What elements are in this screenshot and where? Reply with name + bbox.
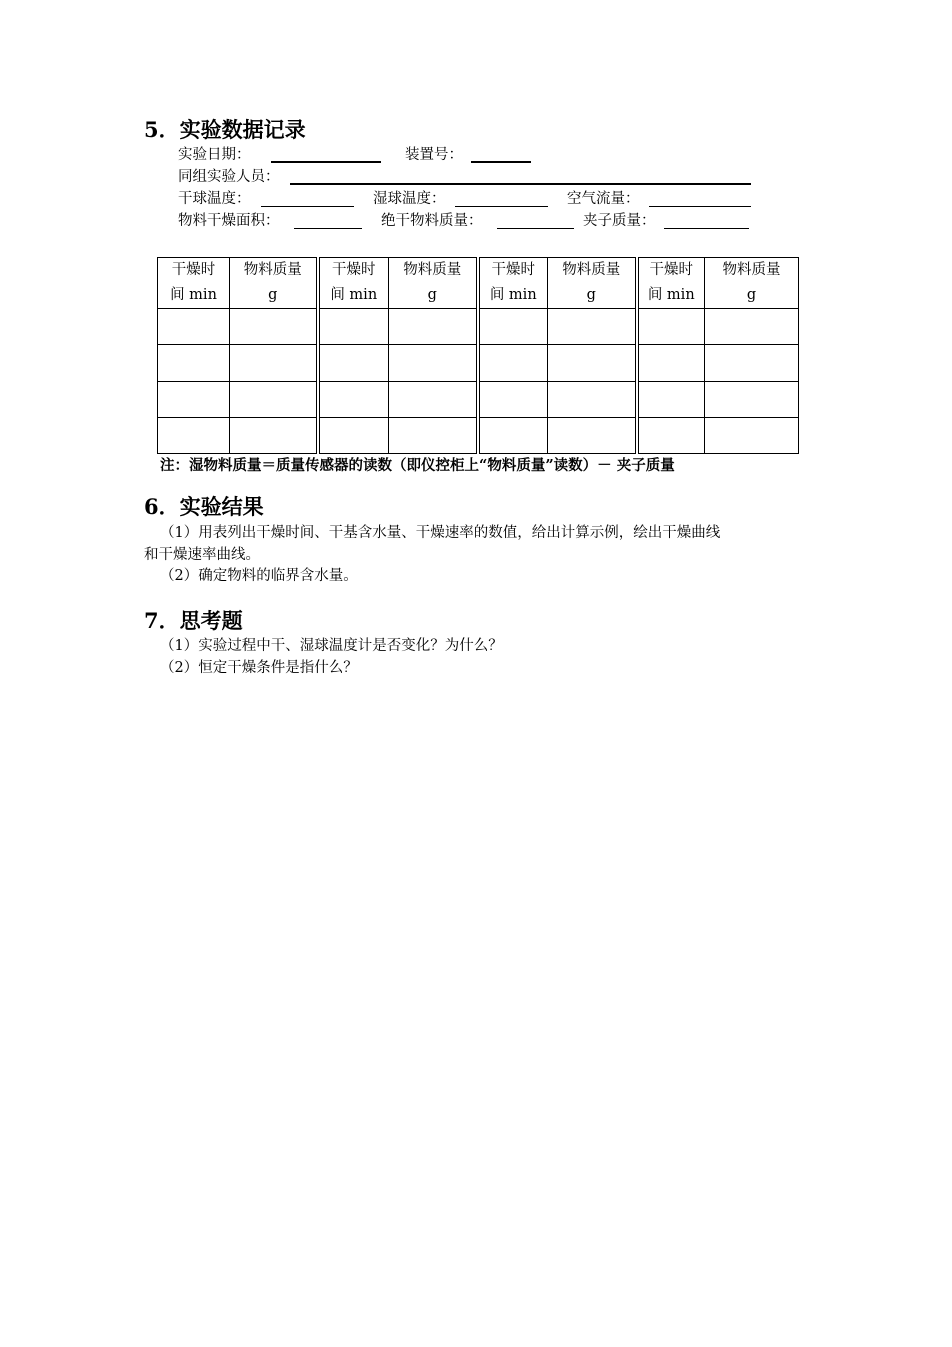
air-flow-field[interactable] (649, 206, 751, 207)
table-row (158, 345, 799, 381)
table-cell[interactable] (478, 381, 548, 417)
table-cell[interactable] (318, 309, 389, 345)
section-7-heading: 7．思考题 (144, 608, 243, 633)
table-cell[interactable] (389, 381, 478, 417)
header-time: 干燥时 间 min (158, 258, 230, 309)
table-cell[interactable] (548, 381, 637, 417)
clip-mass-field[interactable] (664, 228, 749, 229)
table-cell[interactable] (318, 345, 389, 381)
table-cell[interactable] (705, 345, 799, 381)
table-cell[interactable] (705, 417, 799, 453)
header-mass: 物料质量 g (705, 258, 799, 309)
question-2: （2）恒定干燥条件是指什么？ (160, 660, 358, 676)
header-time: 干燥时 间 min (637, 258, 705, 309)
table-cell[interactable] (548, 345, 637, 381)
date-label: 实验日期： (178, 147, 251, 163)
header-time: 干燥时 间 min (478, 258, 548, 309)
table-cell[interactable] (705, 309, 799, 345)
section-6-heading: 6．实验结果 (144, 494, 264, 519)
header-mass: 物料质量 g (548, 258, 637, 309)
dry-mass-field[interactable] (497, 228, 574, 229)
wet-bulb-label: 湿球温度： (373, 191, 446, 207)
table-cell[interactable] (637, 309, 705, 345)
data-record-table (157, 257, 799, 454)
header-mass: 物料质量 g (230, 258, 318, 309)
dry-bulb-label: 干球温度： (178, 191, 251, 207)
date-field[interactable] (271, 161, 381, 163)
table-cell[interactable] (637, 381, 705, 417)
table-note: 注：湿物料质量＝质量传感器的读数（即仪控柜上“物料质量”读数）－ 夹子质量 (160, 457, 675, 474)
table-cell[interactable] (389, 345, 478, 381)
table-cell[interactable] (230, 345, 318, 381)
table-cell[interactable] (478, 417, 548, 453)
table-cell[interactable] (230, 309, 318, 345)
section-5-heading: 5．实验数据记录 (144, 117, 306, 142)
result-item-1-line-1: （1）用表列出干燥时间、干基含水量、干燥速率的数值，给出计算示例，绘出干燥曲线 (160, 525, 721, 541)
table-row (158, 309, 799, 345)
table-row (158, 381, 799, 417)
table-cell[interactable] (478, 309, 548, 345)
table-cell[interactable] (230, 417, 318, 453)
device-field[interactable] (471, 161, 531, 163)
table-cell[interactable] (389, 417, 478, 453)
table-cell[interactable] (158, 381, 230, 417)
table-cell[interactable] (230, 381, 318, 417)
header-time: 干燥时 间 min (318, 258, 389, 309)
table-cell[interactable] (389, 309, 478, 345)
table-cell[interactable] (548, 417, 637, 453)
result-item-2: （2）确定物料的临界含水量。 (160, 568, 358, 584)
table-header-row (158, 258, 799, 309)
members-label: 同组实验人员： (178, 169, 280, 185)
area-field[interactable] (294, 228, 362, 229)
dry-mass-label: 绝干物料质量： (381, 213, 483, 229)
table-cell[interactable] (158, 309, 230, 345)
area-label: 物料干燥面积： (178, 213, 280, 229)
table-cell[interactable] (158, 345, 230, 381)
device-label: 装置号： (405, 147, 463, 163)
header-mass: 物料质量 g (389, 258, 478, 309)
members-field[interactable] (290, 183, 751, 185)
dry-bulb-field[interactable] (261, 206, 354, 207)
table-cell[interactable] (158, 417, 230, 453)
table-cell[interactable] (548, 309, 637, 345)
wet-bulb-field[interactable] (455, 206, 548, 207)
clip-mass-label: 夹子质量： (583, 213, 656, 229)
table-row (158, 417, 799, 453)
table-cell[interactable] (637, 345, 705, 381)
table-cell[interactable] (478, 345, 548, 381)
table-cell[interactable] (318, 381, 389, 417)
result-item-1-line-2: 和干燥速率曲线。 (144, 547, 260, 563)
table-cell[interactable] (637, 417, 705, 453)
question-1: （1）实验过程中干、湿球温度计是否变化？为什么？ (160, 638, 503, 654)
table-cell[interactable] (318, 417, 389, 453)
table-cell[interactable] (705, 381, 799, 417)
air-flow-label: 空气流量： (567, 191, 640, 207)
